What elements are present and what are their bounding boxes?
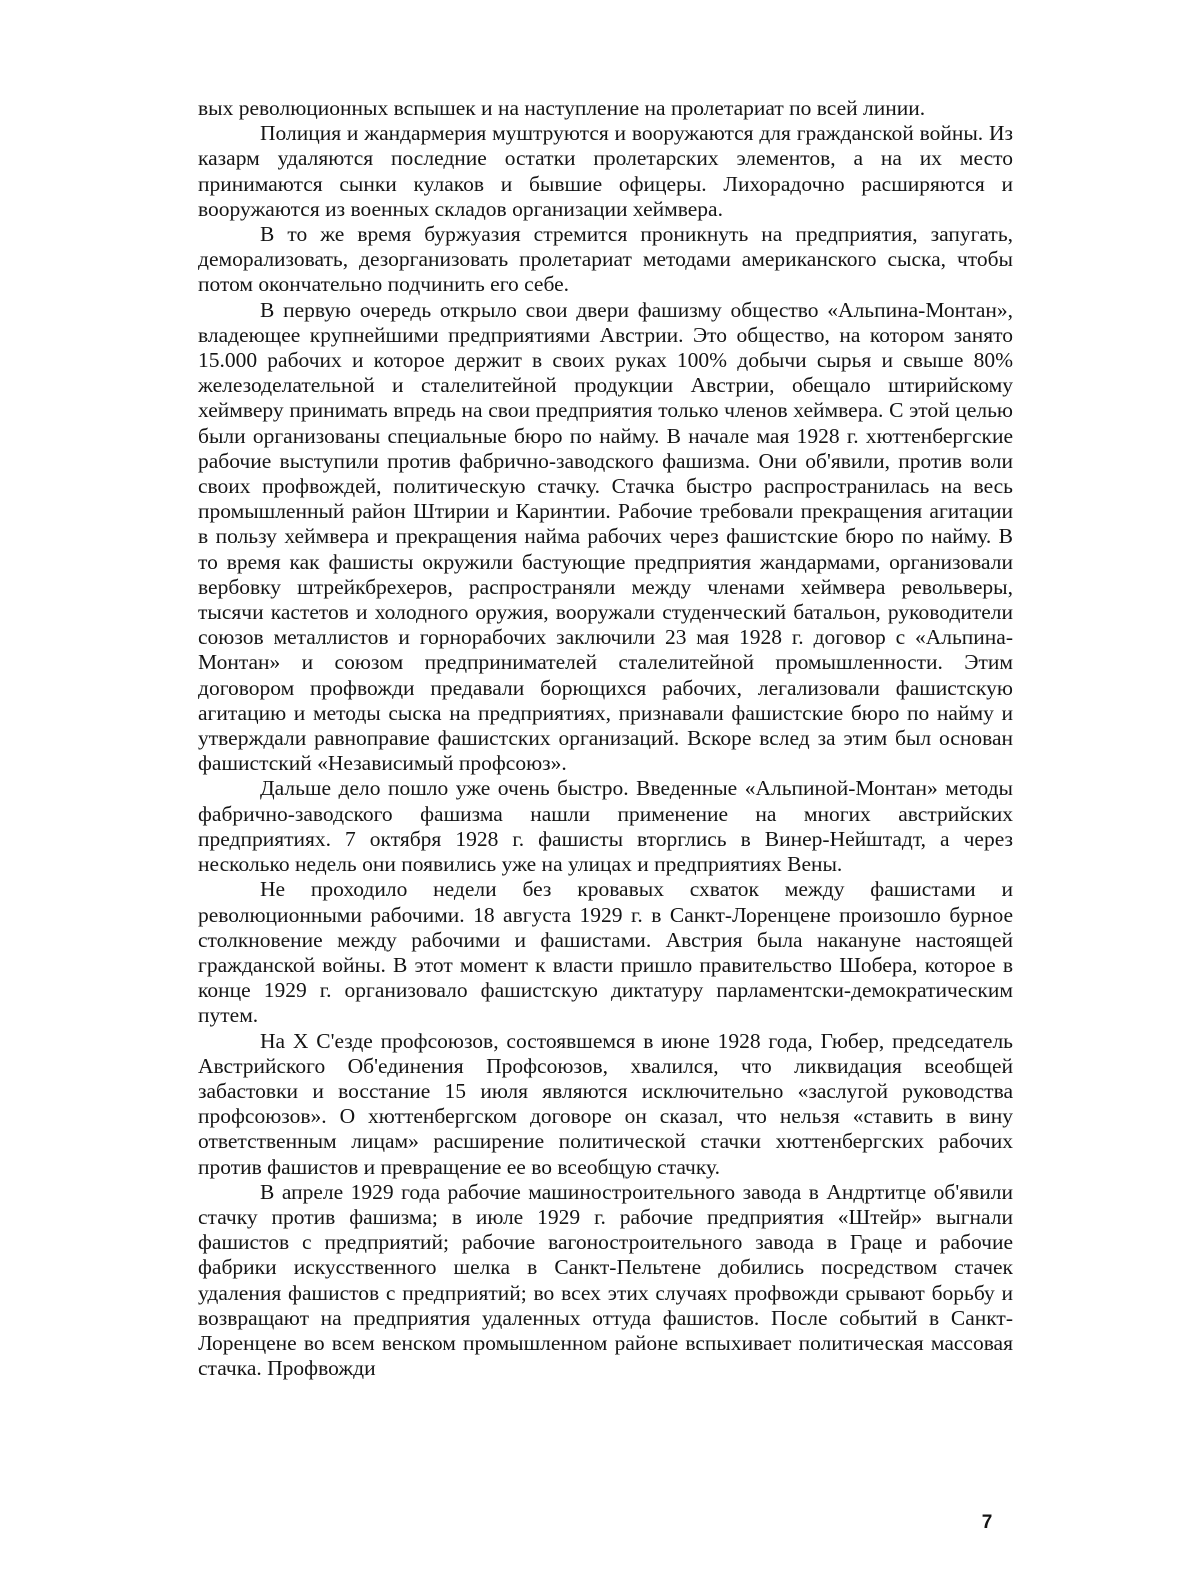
paragraph: В первую очередь открыло свои двери фашизму общество «Альпина-Монтан», владеющее крупнейшими предприятиями Австрии. Это общество, на котором занято 15.000 рабочих и которое держит в своих руках 100% добычи сырья и свыше 80% железоделательной и сталелитейной продукции Австрии, обещало штирийскому хеймверу принимать впредь на свои предприятия только членов хеймвера. С этой целью были организованы специальные бюро по найму. В начале мая 1928 г. хюттенбергские рабочие выступили против фабрично-заводского фашизма. Они об'явили, против воли своих профвождей, политическую стачку. Стачка быстро распространилась на весь промышленный район Штирии и Каринтии. Рабочие требовали прекращения агитации в пользу хеймвера и прекращения найма рабочих через фашистские бюро по найму. В то время как фашисты окружили бастующие предприятия жандармами, организовали вербовку штрейкбрехеров, распространяли между членами хеймвера револьверы, тысячи кастетов и холодного оружия, вооружали студенческий батальон, руководители союзов металлистов и горнорабочих заключили 23 мая 1928 г. договор с «Альпина-Монтан» и союзом предпринимателей сталелитейной промышленности. Этим договором профвожди предавали борющихся рабочих, легализовали фашистскую агитацию и методы сыска на предприятиях, признавали фашистские бюро по найму и утверждали равноправие фашистских организаций. Вскоре вслед за этим был основан фашистский «Независимый профсоюз». — [198, 297, 1013, 776]
page-number: 7 — [981, 1512, 993, 1533]
body-text — [198, 96, 1013, 1381]
paragraph: Дальше дело пошло уже очень быстро. Введенные «Альпиной-Монтан» методы фабрично-заводского фашизма нашли применение на многих австрийских предприятиях. 7 октября 1928 г. фашисты вторглись в Винер-Нейштадт, а через несколько недель они появились уже на улицах и предприятиях Вены. — [198, 776, 1013, 877]
paragraph: Полиция и жандармерия муштруются и вооружаются для гражданской войны. Из казарм удаляются последние остатки пролетарских элементов, а на их место принимаются сынки кулаков и бывшие офицеры. Лихорадочно расширяются и вооружаются из военных складов организации хеймвера. — [198, 121, 1013, 221]
paragraph: Не проходило недели без кровавых схваток между фашистами и революционными рабочими. 18 августа 1929 г. в Санкт-Лоренцене произошло бурное столкновение между рабочими и фашистами. Австрия была накануне настоящей гражданской войны. В этот момент к власти пришло правительство Шобера, которое в конце 1929 г. организовало фашистскую диктатуру парламентски-демократическим путем. — [198, 877, 1013, 1028]
paragraph: В апреле 1929 года рабочие машиностроительного завода в Андртитце об'явили стачку против фашизма; в июле 1929 г. рабочие предприятия «Штейр» выгнали фашистов с предприятий; рабочие вагоностроительного завода в Граце и рабочие фабрики искусственного шелка в Санкт-Пельтене добились посредством стачек удаления фашистов с предприятий; во всех этих случаях профвожди срывают борьбу и возвращают на предприятия удаленных оттуда фашистов. После событий в Санкт-Лоренцене во всем венском промышленном районе вспыхивает политическая массовая стачка. Профвожди — [198, 1179, 1013, 1381]
paragraph: На X С'езде профсоюзов, состоявшемся в июне 1928 года, Гюбер, председатель Австрийского Об'единения Профсоюзов, хвалился, что ликвидация всеобщей забастовки и восстание 15 июля являются исключительно «заслугой руководства профсоюзов». О хюттенбергском договоре он сказал, что нельзя «ставить в вину ответственным лицам» расширение политической стачки хюттенбергских рабочих против фашистов и превращение ее во всеобщую стачку. — [198, 1028, 1013, 1179]
paragraph-continuation: вых революционных вспышек и на наступление на пролетариат по всей линии. — [198, 96, 926, 120]
paragraph: В то же время буржуазия стремится проникнуть на предприятия, запугать, деморализовать, дезорганизовать пролетариат методами американского сыска, чтобы потом окончательно подчинить его себе. — [198, 222, 1013, 297]
